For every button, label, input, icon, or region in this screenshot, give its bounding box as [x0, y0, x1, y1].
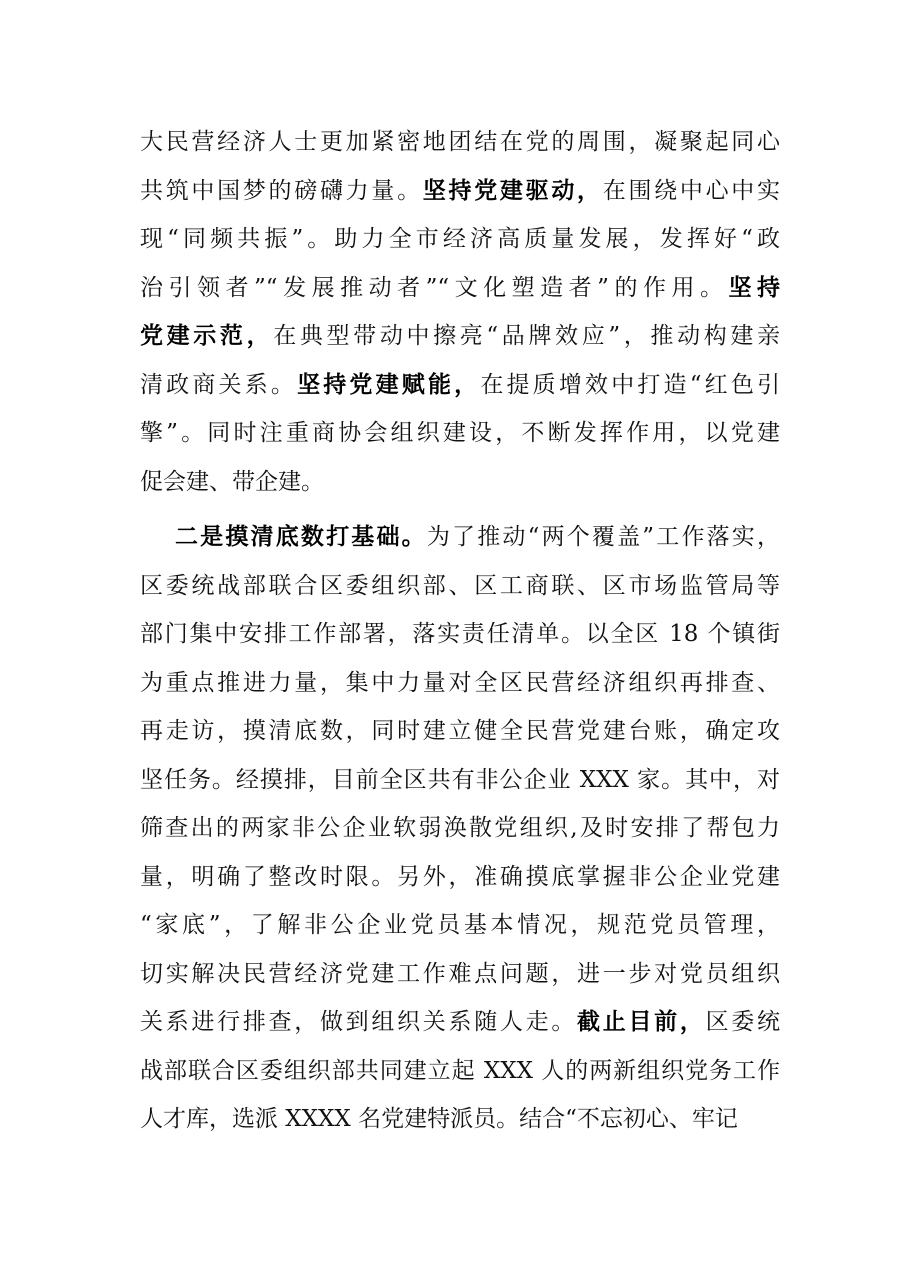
text-line	[140, 1047, 780, 1096]
text-run: 关系进行排查，做到组织关系随人走。	[140, 1009, 578, 1035]
text-line	[140, 707, 780, 756]
text-run: 在典型带动中擦亮“品牌效应”，推动构建亲	[273, 323, 780, 349]
bold-text-run: 坚持党建驱动，	[422, 176, 603, 204]
text-line	[140, 215, 780, 264]
text-line	[140, 950, 780, 999]
text-line	[140, 562, 780, 611]
text-run: 人才库，选派 XXXX 名党建特派员。结合“不忘初心、牢记	[140, 1106, 738, 1132]
text-run: 筛查出的两家非公企业软弱涣散党组织,及时安排了帮包力	[140, 815, 780, 841]
paragraph-grassroots-survey	[140, 513, 780, 1144]
text-run: 在提质增效中打造“红色引	[480, 371, 781, 398]
text-run: “家底”，了解非公企业党员基本情况，规范党员管理，	[140, 912, 780, 938]
text-run: 为重点推进力量，集中力量对全区民营经济组织再排查、	[140, 669, 780, 696]
text-line	[140, 118, 780, 167]
text-line	[140, 659, 780, 708]
text-line	[140, 513, 780, 562]
text-line	[140, 361, 780, 410]
text-line	[140, 901, 780, 950]
bold-text-run: 坚持	[728, 273, 781, 301]
text-line	[140, 853, 780, 902]
paragraph-party-building	[140, 118, 780, 506]
text-line	[140, 610, 780, 659]
text-run: 促会建、带企建。	[140, 468, 324, 495]
text-run: 战部联合区委组织部共同建立起 XXX 人的两新组织党务工作	[140, 1057, 780, 1084]
text-run: 治引领者”“发展推动者”“文化塑造者”的作用。	[140, 274, 729, 301]
text-run: 切实解决民营经济党建工作难点问题，进一步对党员组织	[140, 960, 780, 987]
text-line	[140, 458, 780, 507]
text-run: 清政商关系。	[140, 371, 298, 398]
bold-text-run: 二是摸清底数打基础。	[175, 523, 427, 550]
bold-text-run: 截止目前，	[577, 1008, 706, 1035]
text-run: 区委统	[705, 1009, 781, 1035]
bold-text-run: 党建示范，	[140, 322, 274, 349]
text-run: 在围绕中心中实	[602, 177, 781, 204]
text-run: 量，明确了整改时限。另外，准确摸底掌握非公企业党建	[140, 863, 780, 890]
text-run: 现“同频共振”。助力全市经济高质量发展，发挥好“政	[140, 226, 780, 252]
text-line	[140, 167, 780, 216]
text-run: 为了推动“两个覆盖”工作落实，	[426, 524, 780, 550]
text-line	[140, 756, 780, 805]
text-run: 大民营经济人士更加紧密地团结在党的周围，凝聚起同心	[140, 129, 780, 155]
text-line	[140, 264, 780, 313]
bold-text-run: 坚持党建赋能，	[297, 370, 481, 398]
text-run: 再走访，摸清底数，同时建立健全民营党建台账，确定攻	[140, 718, 780, 744]
text-line	[140, 409, 780, 458]
text-run: 共筑中国梦的磅礴力量。	[140, 177, 423, 204]
text-run: 坚任务。经摸排，目前全区共有非公企业 XXX 家。其中，对	[140, 766, 780, 793]
text-run: 区委统战部联合区委组织部、区工商联、区市场监管局等	[140, 572, 780, 599]
text-run: 部门集中安排工作部署，落实责任清单。以全区 18 个镇街	[140, 621, 780, 647]
text-line	[140, 998, 780, 1047]
text-run: 擎”。同时注重商协会组织建设，不断发挥作用，以党建	[140, 420, 780, 446]
text-line	[140, 804, 780, 853]
text-line	[140, 312, 780, 361]
text-line	[140, 1095, 780, 1144]
